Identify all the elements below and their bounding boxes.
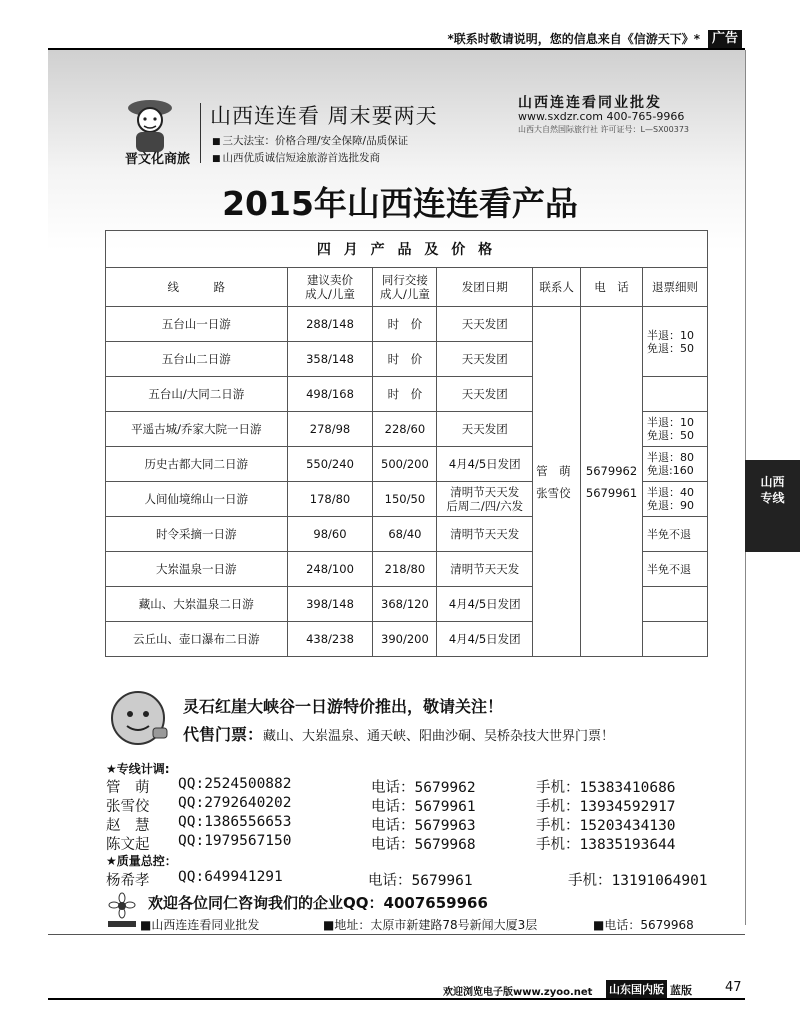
trade-cell: 228/60: [373, 412, 437, 447]
contact-mobile: 手机：13934592917: [536, 799, 676, 815]
color-edition: 蓝版: [670, 984, 692, 997]
brand-bullets: [212, 133, 408, 167]
welcome-qq: 欢迎各位同仁咨询我们的企业QQ：4007659966: [148, 894, 488, 912]
license-text: 山西大自然国际旅行社 许可证号：L—SX00373: [518, 125, 690, 134]
retail-cell: 178/80: [287, 482, 373, 517]
route-cell: 平遥古城/乔家大院一日游: [106, 412, 288, 447]
contact-qq: QQ:1979567150: [178, 833, 292, 849]
retail-cell: 498/168: [287, 377, 373, 412]
contact-mobile: 手机：15383410686: [536, 780, 676, 796]
trade-cell: 时 价: [373, 307, 437, 342]
footer-wholesale: ■山西连连看同业批发: [140, 918, 260, 932]
date-cell: 天天发团: [437, 412, 533, 447]
retail-cell: 288/148: [287, 307, 373, 342]
contact-qq: QQ:2524500882: [178, 776, 292, 792]
source-note: *联系时敬请说明，您的信息来自《信游天下》*: [447, 32, 700, 46]
refund-cell: 半退：40 免退：90: [643, 482, 708, 517]
date-cell: 清明节天天发: [437, 552, 533, 587]
retail-cell: 278/98: [287, 412, 373, 447]
col-header: 退票细则: [643, 268, 708, 307]
retail-cell: 98/60: [287, 517, 373, 552]
ticket-line: [183, 722, 614, 745]
date-cell: 清明节天天发 后周二/四/六发: [437, 482, 533, 517]
trade-cell: 218/80: [373, 552, 437, 587]
route-cell: 云丘山、壶口瀑布二日游: [106, 622, 288, 657]
contact-tel: 电话：5679961: [371, 799, 476, 815]
retail-cell: 398/148: [287, 587, 373, 622]
side-tab-line: 专线: [760, 491, 785, 505]
top-bar: [0, 0, 800, 48]
quality-label: ★质量总控：: [106, 854, 177, 868]
wholesale-title: 山西连连看同业批发: [518, 95, 662, 111]
route-cell: 五台山二日游: [106, 342, 288, 377]
trade-cell: 150/50: [373, 482, 437, 517]
contact-name: 杨希孝: [106, 873, 150, 889]
contact-qq: QQ:2792640202: [178, 795, 292, 811]
trade-cell: 时 价: [373, 377, 437, 412]
footer-rule: [48, 998, 745, 1000]
route-cell: 藏山、大岽温泉二日游: [106, 587, 288, 622]
bullet-item: ■ 三大法宝：价格合理/安全保障/品质保证: [212, 133, 408, 150]
cartoon-guide-icon: [103, 688, 173, 754]
browse-text: 欢迎浏览电子版www.zyoo.net: [443, 987, 593, 998]
date-cell: 清明节天天发: [437, 517, 533, 552]
phone-cell: 5679962 5679961: [581, 307, 643, 657]
trade-cell: 时 价: [373, 342, 437, 377]
contact-tel: 电话：5679962: [371, 780, 476, 796]
contact-mobile: 手机：13191064901: [568, 873, 708, 889]
contact-mobile: 手机：13835193644: [536, 837, 676, 853]
contact-tel: 电话：5679961: [368, 873, 473, 889]
refund-cell: [643, 587, 708, 622]
date-cell: 天天发团: [437, 342, 533, 377]
refund-cell: 半退：10 免退：50: [643, 412, 708, 447]
contact-name: 张雪佼: [106, 799, 150, 815]
contact-tel: 电话：5679963: [371, 818, 476, 834]
retail-cell: 438/238: [287, 622, 373, 657]
route-cell: 大岽温泉一日游: [106, 552, 288, 587]
route-cell: 时令采摘一日游: [106, 517, 288, 552]
col-header: 建议卖价 成人/儿童: [287, 268, 373, 307]
table-caption-row: [106, 231, 708, 268]
logo-divider: [200, 103, 201, 163]
refund-cell: [643, 377, 708, 412]
side-tab-line: 山西: [760, 475, 785, 489]
contact-qq: QQ:1386556653: [178, 814, 292, 830]
route-cell: 五台山一日游: [106, 307, 288, 342]
contacts-label: ★专线计调:: [106, 762, 170, 776]
edition-badge: 山东国内版: [606, 980, 667, 998]
footer-phone: ■电话：5679968: [593, 918, 694, 932]
date-cell: 4月4/5日发团: [437, 447, 533, 482]
trade-cell: 368/120: [373, 587, 437, 622]
page-number: 47: [725, 980, 742, 995]
promo-headline: 灵石红崖大峡谷一日游特价推出，敬请关注！: [183, 697, 504, 716]
date-cell: 4月4/5日发团: [437, 622, 533, 657]
refund-cell: 半免不退: [643, 517, 708, 552]
trade-cell: 390/200: [373, 622, 437, 657]
refund-cell: 半免不退: [643, 552, 708, 587]
retail-cell: 248/100: [287, 552, 373, 587]
contact-name: 赵 慧: [106, 818, 150, 834]
website-phone: www.sxdzr.com 400-765-9966: [518, 110, 685, 123]
product-table: [105, 230, 708, 657]
contact-name: 陈文起: [106, 837, 150, 853]
slogan: 山西连连看 周末要两天: [210, 104, 438, 128]
contact-mobile: 手机：15203434130: [536, 818, 676, 834]
footer-address: ■地址：太原市新建路78号新闻大厦3层: [323, 918, 538, 932]
col-header: 电 话: [581, 268, 643, 307]
refund-cell: [643, 622, 708, 657]
nature-logo-icon: [105, 892, 139, 928]
ticket-text: 藏山、大岽温泉、通天峡、阳曲沙硐、吴桥杂技大世界门票！: [263, 729, 615, 744]
bottom-rule: [48, 934, 745, 935]
route-cell: 历史古都大同二日游: [106, 447, 288, 482]
col-header: 同行交接 成人/儿童: [373, 268, 437, 307]
route-cell: 五台山/大同二日游: [106, 377, 288, 412]
col-header: 发团日期: [437, 268, 533, 307]
retail-cell: 550/240: [287, 447, 373, 482]
refund-cell: 半退：10 免退：50: [643, 307, 708, 377]
side-tab: [745, 460, 800, 552]
col-header: 联系人: [533, 268, 581, 307]
date-cell: 天天发团: [437, 307, 533, 342]
refund-cell: 半退：80 免退:160: [643, 447, 708, 482]
col-header: 线 路: [106, 268, 288, 307]
page-title: 2015年山西连连看产品: [222, 184, 578, 223]
table-row: [106, 307, 708, 342]
date-cell: 4月4/5日发团: [437, 587, 533, 622]
date-cell: 天天发团: [437, 377, 533, 412]
contact-name: 管 萌: [106, 780, 150, 796]
ad-tag: 广告: [708, 30, 742, 48]
contact-tel: 电话：5679968: [371, 837, 476, 853]
contact-cell: 管 萌 张雪佼: [533, 307, 581, 657]
route-cell: 人间仙境绵山一日游: [106, 482, 288, 517]
trade-cell: 68/40: [373, 517, 437, 552]
contact-qq: QQ:649941291: [178, 869, 283, 885]
table-caption: 四 月 产 品 及 价 格: [106, 231, 708, 268]
bullet-item: ■ 山西优质诚信短途旅游首选批发商: [212, 150, 408, 167]
retail-cell: 358/148: [287, 342, 373, 377]
table-header-row: [106, 268, 708, 307]
brand-name: 晋文化商旅: [125, 152, 191, 167]
ticket-label: 代售门票：: [183, 725, 264, 744]
trade-cell: 500/200: [373, 447, 437, 482]
